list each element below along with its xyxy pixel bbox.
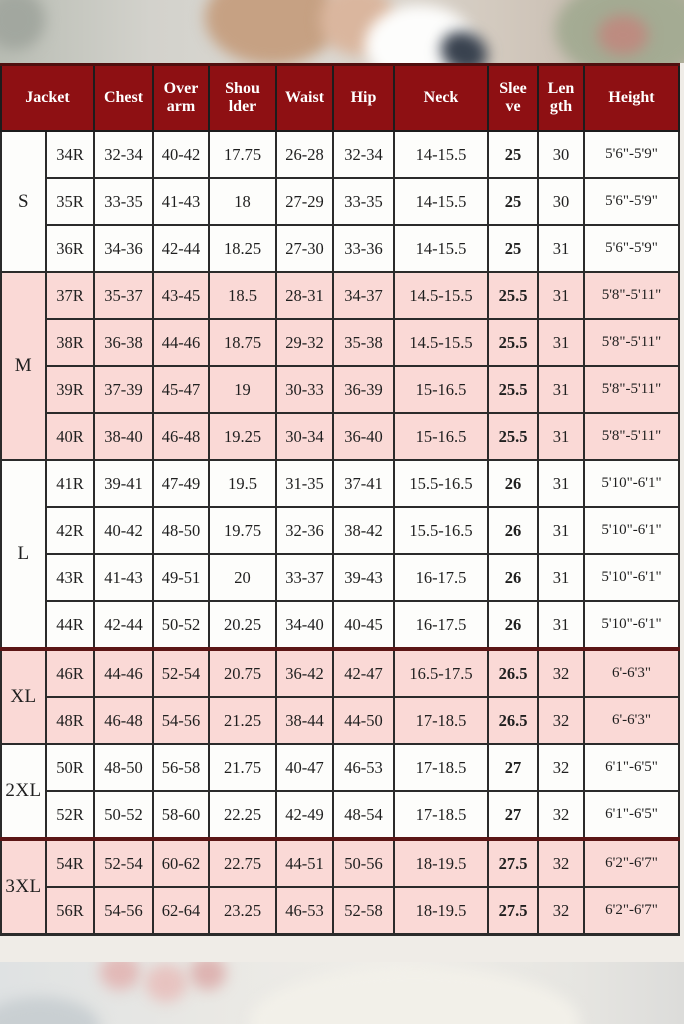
cell-sleeve: 25.5 <box>488 413 538 460</box>
cell-chest: 54-56 <box>94 887 153 935</box>
cell-waist: 44-51 <box>276 839 333 887</box>
bottom-left-shadow-blur <box>0 997 100 1024</box>
table-row <box>1 272 679 319</box>
cell-neck: 14.5-15.5 <box>394 319 488 366</box>
cell-overarm: 52-54 <box>153 649 209 697</box>
cell-length: 31 <box>538 460 584 507</box>
cell-shoulder: 20.75 <box>209 649 276 697</box>
cell-hip: 36-39 <box>333 366 394 413</box>
cell-chest: 32-34 <box>94 131 153 178</box>
cell-hip: 40-45 <box>333 601 394 649</box>
cell-overarm: 43-45 <box>153 272 209 319</box>
cell-sleeve: 26 <box>488 554 538 601</box>
cell-chest: 48-50 <box>94 744 153 791</box>
cell-waist: 36-42 <box>276 649 333 697</box>
cell-overarm: 46-48 <box>153 413 209 460</box>
cell-height: 6'-6'3" <box>584 697 679 744</box>
cell-hip: 35-38 <box>333 319 394 366</box>
cell-sleeve: 27.5 <box>488 887 538 935</box>
cell-jacket: 50R <box>46 744 94 791</box>
cell-waist: 28-31 <box>276 272 333 319</box>
table-row <box>1 225 679 272</box>
cell-jacket: 42R <box>46 507 94 554</box>
cell-waist: 27-29 <box>276 178 333 225</box>
group-label-3xl: 3XL <box>1 839 46 935</box>
cell-hip: 39-43 <box>333 554 394 601</box>
cell-overarm: 58-60 <box>153 791 209 839</box>
cell-hip: 50-56 <box>333 839 394 887</box>
cell-height: 6'-6'3" <box>584 649 679 697</box>
cell-sleeve: 27 <box>488 744 538 791</box>
cell-chest: 44-46 <box>94 649 153 697</box>
cell-overarm: 56-58 <box>153 744 209 791</box>
cell-length: 32 <box>538 887 584 935</box>
cell-waist: 30-33 <box>276 366 333 413</box>
cell-height: 6'1"-6'5" <box>584 744 679 791</box>
cell-jacket: 41R <box>46 460 94 507</box>
cell-neck: 16-17.5 <box>394 601 488 649</box>
cell-neck: 15.5-16.5 <box>394 460 488 507</box>
cell-shoulder: 23.25 <box>209 887 276 935</box>
cell-height: 5'10"-6'1" <box>584 460 679 507</box>
table-header <box>1 65 679 132</box>
cell-height: 6'2"-6'7" <box>584 887 679 935</box>
cell-sleeve: 25.5 <box>488 272 538 319</box>
cell-jacket: 38R <box>46 319 94 366</box>
cell-overarm: 49-51 <box>153 554 209 601</box>
cell-chest: 52-54 <box>94 839 153 887</box>
cell-hip: 46-53 <box>333 744 394 791</box>
cell-hip: 33-36 <box>333 225 394 272</box>
cell-height: 5'6"-5'9" <box>584 131 679 178</box>
cell-jacket: 54R <box>46 839 94 887</box>
group-label-s: S <box>1 131 46 272</box>
table-row <box>1 554 679 601</box>
cell-jacket: 37R <box>46 272 94 319</box>
cell-neck: 16.5-17.5 <box>394 649 488 697</box>
cell-shoulder: 19.75 <box>209 507 276 554</box>
cell-shoulder: 22.25 <box>209 791 276 839</box>
cell-length: 32 <box>538 649 584 697</box>
cell-neck: 18-19.5 <box>394 887 488 935</box>
cell-sleeve: 25.5 <box>488 366 538 413</box>
cell-neck: 15-16.5 <box>394 413 488 460</box>
cell-hip: 34-37 <box>333 272 394 319</box>
group-label-xl: XL <box>1 649 46 744</box>
cell-shoulder: 18.25 <box>209 225 276 272</box>
cell-jacket: 56R <box>46 887 94 935</box>
cell-sleeve: 27 <box>488 791 538 839</box>
cell-hip: 36-40 <box>333 413 394 460</box>
cell-overarm: 50-52 <box>153 601 209 649</box>
cell-sleeve: 26 <box>488 460 538 507</box>
col-header-overarm: Over arm <box>153 65 209 132</box>
cell-sleeve: 26.5 <box>488 649 538 697</box>
cell-jacket: 34R <box>46 131 94 178</box>
table-row <box>1 366 679 413</box>
col-header-length: Len gth <box>538 65 584 132</box>
group-label-l: L <box>1 460 46 649</box>
cell-height: 5'10"-6'1" <box>584 601 679 649</box>
cell-chest: 46-48 <box>94 697 153 744</box>
person-beard-blur <box>205 0 340 63</box>
cell-shoulder: 19.5 <box>209 460 276 507</box>
cell-waist: 32-36 <box>276 507 333 554</box>
cell-jacket: 39R <box>46 366 94 413</box>
col-header-chest: Chest <box>94 65 153 132</box>
table-row <box>1 649 679 697</box>
table-row <box>1 791 679 839</box>
cell-length: 31 <box>538 554 584 601</box>
cell-overarm: 45-47 <box>153 366 209 413</box>
cell-jacket: 48R <box>46 697 94 744</box>
cell-length: 32 <box>538 744 584 791</box>
cell-shoulder: 20 <box>209 554 276 601</box>
cell-length: 30 <box>538 131 584 178</box>
cell-length: 32 <box>538 839 584 887</box>
col-header-jacket: Jacket <box>1 65 94 132</box>
cell-neck: 14.5-15.5 <box>394 272 488 319</box>
cell-chest: 40-42 <box>94 507 153 554</box>
cell-sleeve: 26.5 <box>488 697 538 744</box>
cell-height: 5'6"-5'9" <box>584 178 679 225</box>
cell-waist: 40-47 <box>276 744 333 791</box>
cell-chest: 34-36 <box>94 225 153 272</box>
cell-length: 31 <box>538 366 584 413</box>
cell-sleeve: 25 <box>488 131 538 178</box>
table-row <box>1 413 679 460</box>
cell-jacket: 36R <box>46 225 94 272</box>
cell-jacket: 52R <box>46 791 94 839</box>
red-foliage-blur <box>598 15 648 55</box>
cell-neck: 14-15.5 <box>394 178 488 225</box>
cell-shoulder: 21.25 <box>209 697 276 744</box>
flower-blur <box>100 962 140 990</box>
cell-waist: 34-40 <box>276 601 333 649</box>
cell-hip: 33-35 <box>333 178 394 225</box>
col-header-height: Height <box>584 65 679 132</box>
cell-waist: 46-53 <box>276 887 333 935</box>
cell-overarm: 54-56 <box>153 697 209 744</box>
cell-neck: 18-19.5 <box>394 839 488 887</box>
cell-chest: 42-44 <box>94 601 153 649</box>
flower-blur <box>145 964 187 1002</box>
cell-neck: 14-15.5 <box>394 131 488 178</box>
cell-neck: 17-18.5 <box>394 697 488 744</box>
cell-height: 5'8"-5'11" <box>584 319 679 366</box>
cell-chest: 37-39 <box>94 366 153 413</box>
cell-overarm: 40-42 <box>153 131 209 178</box>
cell-shoulder: 18.5 <box>209 272 276 319</box>
cell-overarm: 42-44 <box>153 225 209 272</box>
cell-overarm: 47-49 <box>153 460 209 507</box>
cell-shoulder: 21.75 <box>209 744 276 791</box>
table-row <box>1 460 679 507</box>
cell-shoulder: 18 <box>209 178 276 225</box>
cell-jacket: 43R <box>46 554 94 601</box>
table-row <box>1 601 679 649</box>
cell-waist: 26-28 <box>276 131 333 178</box>
table-row <box>1 744 679 791</box>
size-chart-table <box>0 63 680 936</box>
cell-length: 31 <box>538 225 584 272</box>
table-row <box>1 507 679 554</box>
table-row <box>1 839 679 887</box>
group-label-2xl: 2XL <box>1 744 46 839</box>
cell-sleeve: 25.5 <box>488 319 538 366</box>
cell-overarm: 62-64 <box>153 887 209 935</box>
cell-hip: 52-58 <box>333 887 394 935</box>
cell-chest: 38-40 <box>94 413 153 460</box>
cell-shoulder: 18.75 <box>209 319 276 366</box>
cell-waist: 30-34 <box>276 413 333 460</box>
cream-suit-blur <box>250 967 580 1024</box>
cell-length: 31 <box>538 319 584 366</box>
cell-length: 31 <box>538 272 584 319</box>
cell-shoulder: 22.75 <box>209 839 276 887</box>
col-header-hip: Hip <box>333 65 394 132</box>
cell-height: 5'8"-5'11" <box>584 413 679 460</box>
cell-hip: 42-47 <box>333 649 394 697</box>
col-header-waist: Waist <box>276 65 333 132</box>
cell-chest: 39-41 <box>94 460 153 507</box>
cell-neck: 17-18.5 <box>394 744 488 791</box>
cell-sleeve: 26 <box>488 601 538 649</box>
cell-waist: 29-32 <box>276 319 333 366</box>
cell-hip: 48-54 <box>333 791 394 839</box>
cell-overarm: 41-43 <box>153 178 209 225</box>
cell-height: 5'8"-5'11" <box>584 366 679 413</box>
cell-jacket: 46R <box>46 649 94 697</box>
cell-length: 32 <box>538 697 584 744</box>
background-photo-top <box>0 0 684 63</box>
cell-sleeve: 25 <box>488 178 538 225</box>
table-row <box>1 887 679 935</box>
cell-length: 32 <box>538 791 584 839</box>
cell-overarm: 48-50 <box>153 507 209 554</box>
cell-hip: 32-34 <box>333 131 394 178</box>
cell-neck: 17-18.5 <box>394 791 488 839</box>
background-photo-bottom <box>0 962 684 1024</box>
cell-jacket: 40R <box>46 413 94 460</box>
flower-blur <box>190 962 226 990</box>
cell-height: 5'10"-6'1" <box>584 507 679 554</box>
cell-waist: 27-30 <box>276 225 333 272</box>
cell-chest: 36-38 <box>94 319 153 366</box>
cell-waist: 33-37 <box>276 554 333 601</box>
cell-waist: 31-35 <box>276 460 333 507</box>
cell-neck: 15-16.5 <box>394 366 488 413</box>
cell-overarm: 44-46 <box>153 319 209 366</box>
cell-height: 6'1"-6'5" <box>584 791 679 839</box>
cell-waist: 38-44 <box>276 697 333 744</box>
cell-chest: 50-52 <box>94 791 153 839</box>
cell-length: 31 <box>538 507 584 554</box>
cell-shoulder: 20.25 <box>209 601 276 649</box>
cell-sleeve: 25 <box>488 225 538 272</box>
table-row <box>1 319 679 366</box>
cell-shoulder: 17.75 <box>209 131 276 178</box>
cell-chest: 33-35 <box>94 178 153 225</box>
cell-neck: 14-15.5 <box>394 225 488 272</box>
table-row <box>1 178 679 225</box>
cell-waist: 42-49 <box>276 791 333 839</box>
cell-neck: 15.5-16.5 <box>394 507 488 554</box>
col-header-shoulder: Shou lder <box>209 65 276 132</box>
cell-jacket: 35R <box>46 178 94 225</box>
cell-shoulder: 19 <box>209 366 276 413</box>
cell-jacket: 44R <box>46 601 94 649</box>
cell-shoulder: 19.25 <box>209 413 276 460</box>
table-body <box>1 131 679 935</box>
col-header-sleeve: Slee ve <box>488 65 538 132</box>
header-row <box>1 65 679 132</box>
cell-length: 30 <box>538 178 584 225</box>
col-header-neck: Neck <box>394 65 488 132</box>
cell-chest: 35-37 <box>94 272 153 319</box>
cell-height: 5'8"-5'11" <box>584 272 679 319</box>
cell-height: 6'2"-6'7" <box>584 839 679 887</box>
cell-chest: 41-43 <box>94 554 153 601</box>
table-row <box>1 131 679 178</box>
foliage-left-blur <box>0 0 45 50</box>
cell-hip: 38-42 <box>333 507 394 554</box>
cell-hip: 44-50 <box>333 697 394 744</box>
group-label-m: M <box>1 272 46 460</box>
cell-height: 5'10"-6'1" <box>584 554 679 601</box>
table-row <box>1 697 679 744</box>
cell-neck: 16-17.5 <box>394 554 488 601</box>
cell-sleeve: 26 <box>488 507 538 554</box>
cell-length: 31 <box>538 413 584 460</box>
cell-sleeve: 27.5 <box>488 839 538 887</box>
cell-hip: 37-41 <box>333 460 394 507</box>
cell-overarm: 60-62 <box>153 839 209 887</box>
cell-height: 5'6"-5'9" <box>584 225 679 272</box>
cell-length: 31 <box>538 601 584 649</box>
